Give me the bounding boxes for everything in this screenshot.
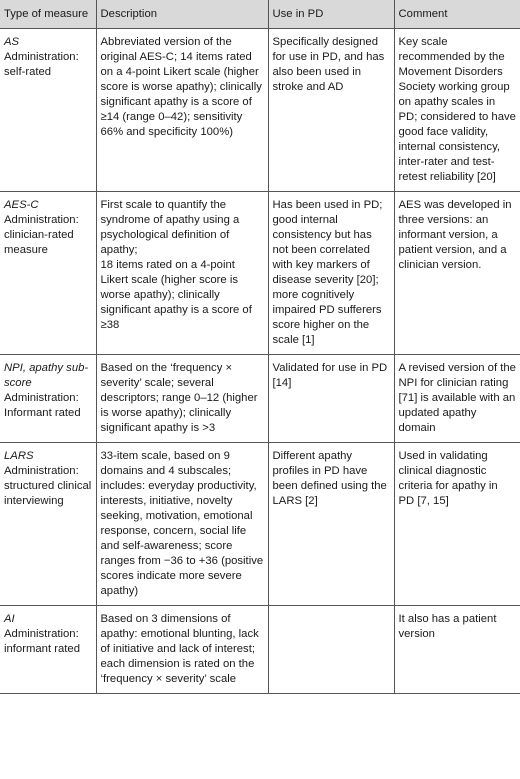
use-cell: Different apathy profiles in PD have been defined using the LARS [2] bbox=[268, 443, 394, 606]
measure-abbr: AS bbox=[4, 36, 20, 48]
description-cell bbox=[96, 355, 268, 443]
comment-cell: It also has a patient version bbox=[394, 606, 520, 694]
description-text: 18 items rated on a 4-point Likert scale (higher score is worse apathy); clinically significant apathy is a score of ≥38 bbox=[100, 259, 252, 331]
description-text: 33-item scale, based on 9 domains and 4 subscales; includes: everyday productivity, interests, initiative, novelty seeking, motivation, emotional response, concern, social life and self-awareness; score ranges from −36 to +36 (positive scores indicate more severe apathy) bbox=[100, 450, 264, 597]
measure-admin: Administration: structured clinical interviewing bbox=[4, 465, 92, 507]
comment-cell: AES was developed in three versions: an informant version, a patient version, and a clinician version. bbox=[394, 192, 520, 355]
description-text: Based on 3 dimensions of apathy: emotional blunting, lack of initiative and lack of interest; bbox=[100, 613, 259, 655]
measure-admin: Administration: informant rated bbox=[4, 628, 80, 655]
table-row-as bbox=[0, 29, 520, 192]
description-cell bbox=[96, 29, 268, 192]
header-row bbox=[0, 0, 520, 29]
header-type: Type of measure bbox=[0, 0, 96, 29]
type-cell bbox=[0, 443, 96, 606]
use-cell: Validated for use in PD [14] bbox=[268, 355, 394, 443]
measure-abbr: AI bbox=[4, 613, 15, 625]
type-cell bbox=[0, 192, 96, 355]
measure-abbr: NPI, apathy sub-score bbox=[4, 362, 89, 389]
type-cell bbox=[0, 29, 96, 192]
header-description: Description bbox=[96, 0, 268, 29]
measure-admin: Administration: self-rated bbox=[4, 51, 79, 78]
measure-abbr: LARS bbox=[4, 450, 34, 462]
measure-admin: Administration: Informant rated bbox=[4, 392, 81, 419]
type-cell bbox=[0, 606, 96, 694]
description-cell bbox=[96, 192, 268, 355]
use-cell: Has been used in PD; good internal consistency but has not been correlated with key markers of disease severity [20]; more cognitively impaired PD sufferers score higher on the scale [1] bbox=[268, 192, 394, 355]
comment-cell: Key scale recommended by the Movement Disorders Society working group on apathy scales in PD; considered to have good face validity, internal consistency, inter-rater and test-retest reliability [20] bbox=[394, 29, 520, 192]
measure-abbr: AES-C bbox=[4, 199, 39, 211]
table-row-ai bbox=[0, 606, 520, 694]
comment-cell: A revised version of the NPI for clinician rating [71] is available with an updated apathy domain bbox=[394, 355, 520, 443]
table-row-aes-c bbox=[0, 192, 520, 355]
table-row-npi bbox=[0, 355, 520, 443]
table-row-lars bbox=[0, 443, 520, 606]
description-text: First scale to quantify the syndrome of apathy using a psychological definition of apathy; bbox=[100, 199, 240, 256]
measure-admin: Administration: clinician-rated measure bbox=[4, 214, 79, 256]
description-cell bbox=[96, 606, 268, 694]
comment-cell: Used in validating clinical diagnostic criteria for apathy in PD [7, 15] bbox=[394, 443, 520, 606]
description-cell bbox=[96, 443, 268, 606]
type-cell bbox=[0, 355, 96, 443]
use-cell bbox=[268, 606, 394, 694]
header-comment: Comment bbox=[394, 0, 520, 29]
description-text: Abbreviated version of the original AES-C; 14 items rated on a 4-point Likert scale (higher score is worse apathy); clinically significant apathy is a score of ≥14 (range 0–42); sensitivity 66% and specificity 100%) bbox=[100, 36, 262, 138]
description-text: each dimension is rated on the ‘frequency × severity’ scale bbox=[100, 658, 255, 685]
header-use-in-pd: Use in PD bbox=[268, 0, 394, 29]
description-text: Based on the ‘frequency × severity’ scale; several descriptors; range 0–12 (higher is worse apathy); clinically significant apathy is >3 bbox=[100, 362, 258, 434]
use-cell: Specifically designed for use in PD, and has also been used in stroke and AD bbox=[268, 29, 394, 192]
